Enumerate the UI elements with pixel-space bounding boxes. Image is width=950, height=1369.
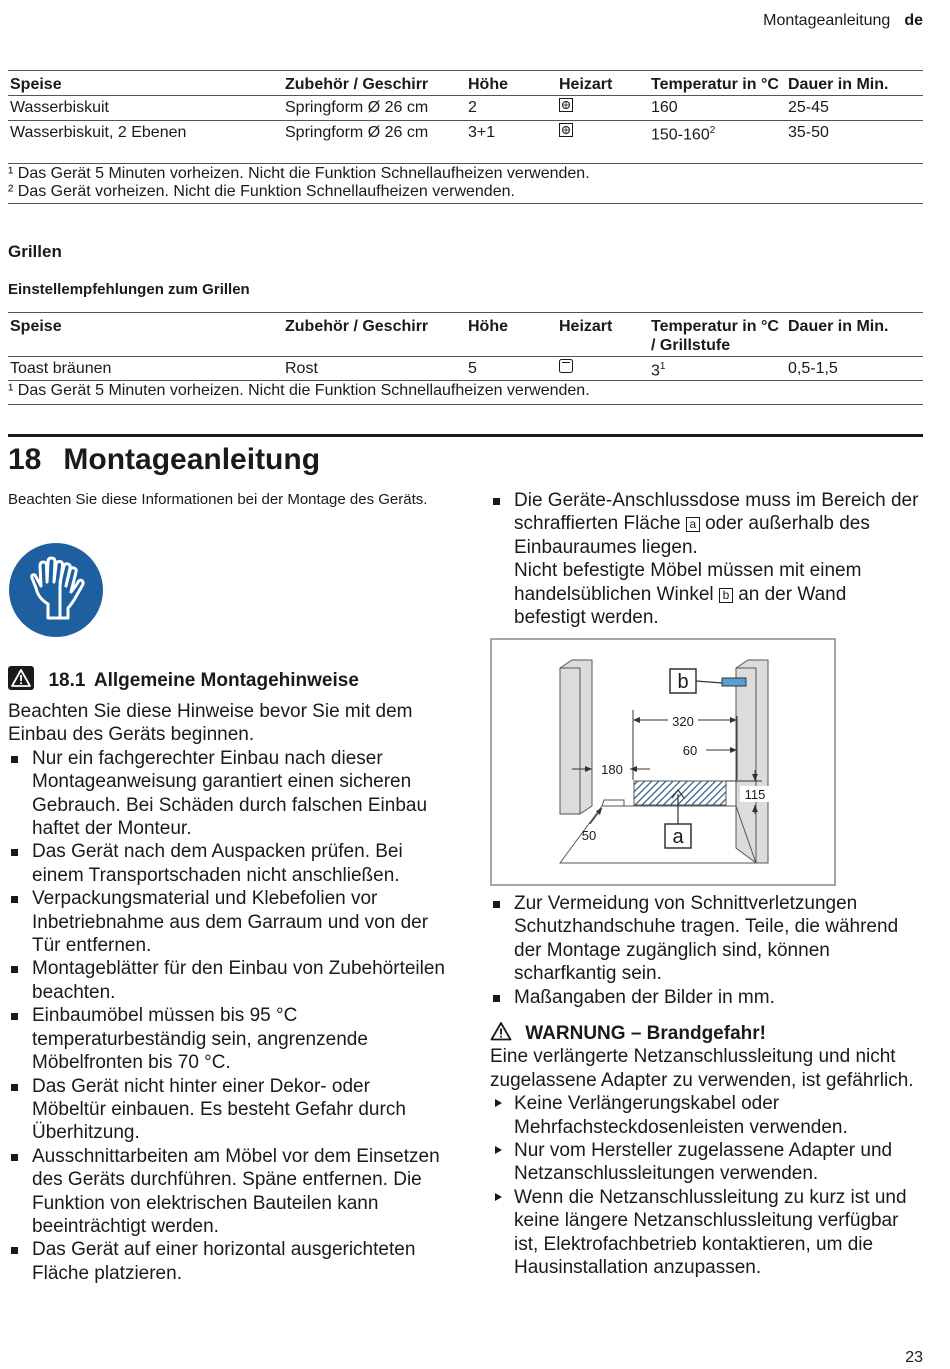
cabinet-right-side [736,660,768,863]
list-item-text: Nicht befestigte Möbel müssen mit einem handelsüblichen Winkel [514,560,862,605]
footnote-ref: 1 [659,361,666,372]
warning-text: Eine verlängerte Netzanschlussleitung und nicht zugelassene Adapter zu verwenden, ist gefährlich. [490,1046,914,1091]
cell: 0,5-1,5 [788,360,838,378]
installation-diagram [490,638,836,886]
grill-table [8,312,923,381]
label-a-text: a [672,826,684,848]
cell: Springform Ø 26 cm [285,124,429,142]
label-b-box: b [719,588,733,603]
grill-heading: Grillen [8,242,62,261]
col-header: Höhe [466,71,557,96]
col-header: Heizart [557,71,649,96]
temp-value: 3 [651,362,660,380]
fan-heat-icon [559,98,573,112]
col-header: Dauer in Min. [786,71,923,96]
col-header: Höhe [466,313,557,357]
footnote: ¹ Das Gerät 5 Minuten vorheizen. Nicht die Funktion Schnellaufheizen verwenden. [8,165,590,182]
list-item: Das Gerät nach dem Auspacken prüfen. Bei einem Transportschaden nicht anschließen. [8,840,448,887]
right-column-bottom [490,892,923,1280]
language-code: de [904,12,923,29]
page-number: 23 [905,1349,923,1366]
col-header: Temperatur in °C / Grillstufe [649,313,786,357]
cell: 5 [468,360,477,378]
cabinet-left-side [560,660,592,814]
cell: Springform Ø 26 cm [283,96,466,121]
warning-triangle-icon [490,1021,512,1041]
section-title: Allgemeine Montagehinweise [93,670,359,691]
table-header-row [8,71,923,96]
list-item: Nur vom Hersteller zugelassene Adapter und Netzanschlussleitungen verwenden. [490,1139,923,1186]
safety-list [490,892,923,1009]
running-header-title: Montageanleitung [763,12,891,29]
section-intro: Beachten Sie diese Hinweise bevor Sie mit dem Einbau des Geräts beginnen. [8,701,413,746]
dim-115-text: 115 [744,787,766,802]
label-a-box: a [686,517,700,532]
col-header: Speise [8,313,283,357]
col-header: Dauer in Min. [786,313,923,357]
table-row [8,121,923,146]
list-item: Montageblätter für den Einbau von Zubehörteilen beachten. [8,957,448,1004]
section-number: 18.1 [48,670,86,691]
grill-footnotes [8,380,923,405]
list-item-text: an der Wand befestigt werden. [514,583,847,629]
dim-180-text: 180 [601,762,623,777]
cell: 3+1 [468,124,496,142]
col-header: Temperatur in °C [649,71,786,96]
attention-icon [8,666,34,690]
cell [557,357,649,382]
cell: 2 [466,96,557,121]
col-header: Speise [8,71,283,96]
list-item: Das Gerät auf einer horizontal ausgerichteten Fläche platzieren. [8,1238,448,1285]
warning-heading [490,1021,923,1045]
chapter-intro: Beachten Sie diese Informationen bei der Montage des Geräts. [8,491,428,508]
list-item: Nur ein fachgerechter Einbau nach dieser Montageanweisung garantiert einen sicheren Gebrauch. Bei Schäden durch falschen Einbau haftet der Monteur. [8,747,448,841]
grill-subheading: Einstellempfehlungen zum Grillen [8,281,250,298]
temp-value: 150-160 [651,126,710,144]
col-header: Zubehör / Geschirr [283,313,466,357]
cell [557,96,649,121]
dim-60-text: 60 [682,743,698,758]
protective-gloves-icon [8,542,104,638]
diagram-frame [491,639,835,885]
list-item: Ausschnittarbeiten am Möbel vor dem Einsetzen des Geräts durchführen. Späne entfernen. Die Funktion von elektrischen Bauteilen kann beeinträchtigt werden. [8,1145,448,1239]
footnote-ref: 2 [709,125,716,136]
chapter-name: Montageanleitung [63,443,321,476]
list-item-text: oder außerhalb des Einbauraumes liegen. [514,513,870,558]
list-item: Einbaumöbel müssen bis 95 °C temperaturbeständig sein, angrenzende Möbelfronten bis 70 °C. [8,1004,448,1074]
dim-320-text: 320 [672,714,694,729]
cell [557,121,649,146]
connection-list [490,489,923,629]
cell: Toast bräunen [10,360,112,378]
footnote: ¹ Das Gerät 5 Minuten vorheizen. Nicht die Funktion Schnellaufheizen verwenden. [8,382,590,399]
cell: Wasserbiskuit [8,96,283,121]
list-item: Keine Verlängerungskabel oder Mehrfachsteckdosenleisten verwenden. [490,1092,923,1139]
col-header: Zubehör / Geschirr [283,71,466,96]
list-item: Zur Vermeidung von Schnittverletzungen Schutzhandschuhe tragen. Teile, die während der Montage zugänglich sind, können scharfkantig sein. [490,892,923,986]
warning-action-list [490,1092,923,1279]
assembly-notes-list [8,747,448,1285]
angle-bracket [722,678,746,686]
warning-title: WARNUNG – Brandgefahr! [525,1023,766,1045]
grill-icon [559,359,573,373]
cell: 25-45 [786,96,923,121]
section-body [8,700,448,1285]
list-item: Maßangaben der Bilder in mm. [490,986,923,1009]
cell: Wasserbiskuit, 2 Ebenen [10,124,187,142]
list-item: Das Gerät nicht hinter einer Dekor- oder Möbeltür einbauen. Es besteht Gefahr durch Überhitzung. [8,1075,448,1145]
list-item: Verpackungsmaterial und Klebefolien vor Inbetriebnahme aus dem Garraum und von der Tür entfernen. [8,887,448,957]
running-header [763,12,923,30]
cell [649,357,786,382]
table-row [8,357,923,382]
list-item [490,489,923,629]
col-header: Heizart [557,313,649,357]
table-header-row [8,313,923,357]
list-item-text: Die Geräte-Anschlussdose muss im Bereich der schraffierten Fläche [514,490,919,535]
cell: 160 [649,96,786,121]
table-row [8,96,923,121]
chapter-title [8,443,320,477]
dim-50-text: 50 [581,828,597,843]
footnote: ² Das Gerät vorheizen. Nicht die Funktion Schnellaufheizen verwenden. [8,183,515,200]
table-footnotes [8,163,923,204]
baking-table [8,70,923,145]
cell [649,121,786,146]
chapter-number: 18 [8,443,42,476]
list-item: Wenn die Netzanschlussleitung zu kurz ist und keine längere Netzanschlussleitung verfügbar ist, Elektrofachbetrieb kontaktieren, um die Hausinstallation anzupassen. [490,1186,923,1280]
cell: 35-50 [788,124,829,142]
cell: Rost [285,360,318,378]
right-column-top [490,489,923,629]
label-b-text: b [677,671,689,693]
fan-heat-icon [559,123,573,137]
chapter-rule [8,434,923,437]
section-heading [8,666,448,692]
